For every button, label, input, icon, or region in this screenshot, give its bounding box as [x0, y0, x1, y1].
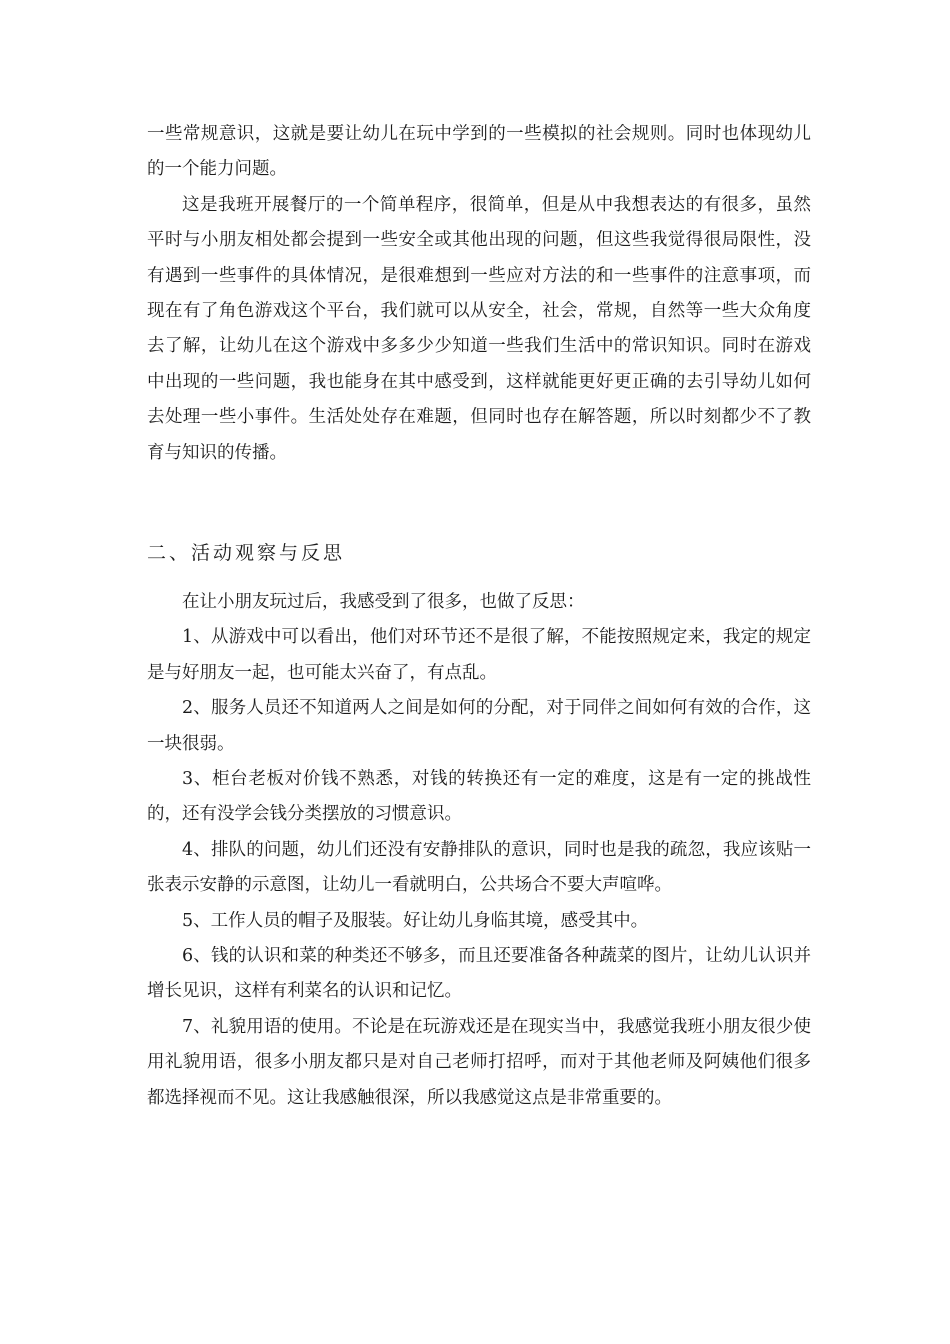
paragraph-continuation: 一些常规意识，这就是要让幼儿在玩中学到的一些模拟的社会规则。同时也体现幼儿的一个能力问题。: [147, 124, 811, 180]
reflection-item-5: 5、工作人员的帽子及服装。好让幼儿身临其境，感受其中。: [182, 910, 649, 931]
reflection-item-1: 1、从游戏中可以看出，他们对环节还不是很了解，不能按照规定来，我定的规定是与好朋友一起，也可能太兴奋了，有点乱。: [147, 627, 811, 683]
reflection-list: [147, 585, 811, 1116]
reflection-item-3: 3、柜台老板对价钱不熟悉，对钱的转换还有一定的难度，这是有一定的挑战性的，还有没学会钱分类摆放的习惯意识。: [147, 769, 811, 825]
reflection-item-2: 2、服务人员还不知道两人之间是如何的分配，对于同伴之间如何有效的合作，这一块很弱。: [147, 698, 811, 754]
reflection-intro: 在让小朋友玩过后，我感受到了很多，也做了反思：: [182, 592, 585, 612]
reflection-item-7: 7、礼貌用语的使用。不论是在玩游戏还是在现实当中，我感觉我班小朋友很少使用礼貌用语，很多小朋友都只是对自己老师打招呼，而对于其他老师及阿姨他们很多都选择视而不见。这让我感触很深，所以我感觉这点是非常重要的。: [147, 1016, 811, 1108]
paragraph-program-summary: 这是我班开展餐厅的一个简单程序，很简单，但是从中我想表达的有很多，虽然平时与小朋友相处都会提到一些安全或其他出现的问题，但这些我觉得很局限性，没有遇到一些事件的具体情况，是很难想到一些应对方法的和一些事件的注意事项，而现在有了角色游戏这个平台，我们就可以从安全，社会，常规，自然等一些大众角度去了解，让幼儿在这个游戏中多多少少知道一些我们生活中的常识知识。同时在游戏中出现的一些问题，我也能身在其中感受到，这样就能更好更正确的去引导幼儿如何去处理一些小事件。生活处处存在难题，但同时也存在解答题，所以时刻都少不了教育与知识的传播。: [147, 194, 811, 463]
section-heading: 二、活动观察与反思: [147, 542, 346, 564]
reflection-item-4: 4、排队的问题，幼儿们还没有安静排队的意识，同时也是我的疏忽，我应该贴一张表示安静的示意图，让幼儿一看就明白，公共场合不要大声喧哗。: [147, 839, 811, 896]
intro-text: [147, 117, 811, 471]
reflection-item-6: 6、钱的认识和菜的种类还不够多，而且还要准备各种蔬菜的图片，让幼儿认识并增长见识，这样有利菜名的认识和记忆。: [147, 946, 811, 1002]
